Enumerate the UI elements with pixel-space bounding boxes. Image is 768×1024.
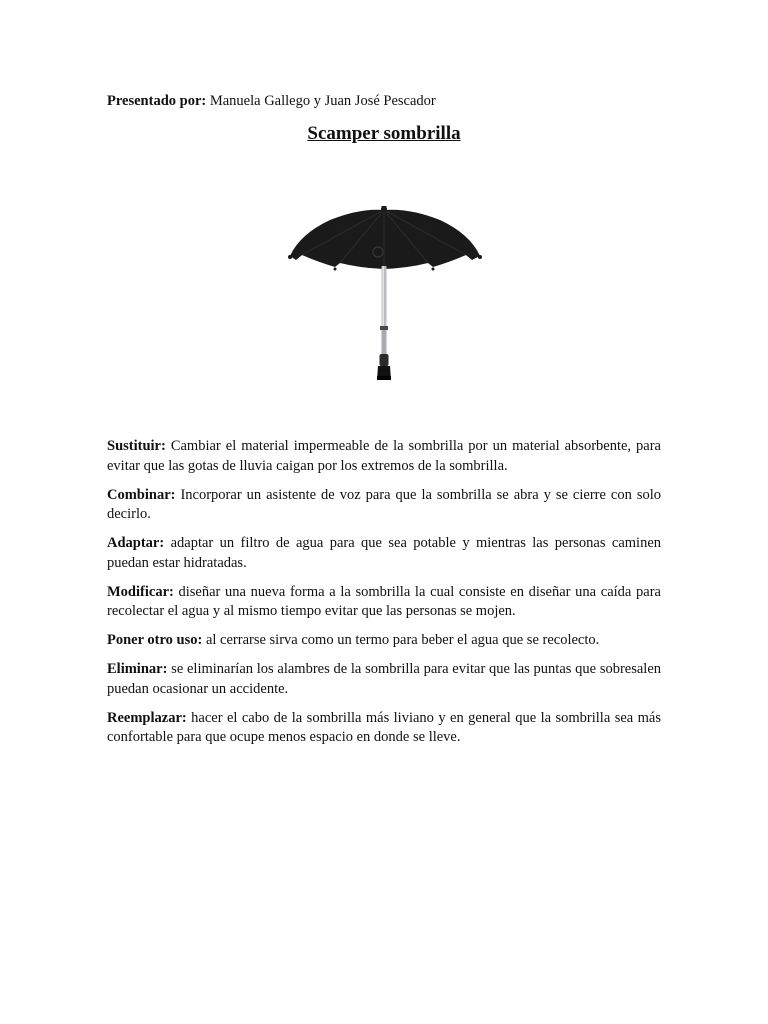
section-text: al cerrarse sirva como un termo para beber el agua que se recolecto. — [205, 632, 600, 648]
section-eliminar — [107, 660, 661, 699]
presenter-line — [107, 92, 436, 110]
section-term: Adaptar: — [107, 535, 165, 551]
section-text: se eliminarían los alambres de la sombrilla para evitar que las puntas que sobresalen puedan ocasionar un accidente. — [107, 661, 662, 697]
section-adaptar — [107, 534, 661, 573]
page-title: Scamper sombrilla — [307, 123, 461, 144]
section-term: Combinar: — [107, 486, 176, 503]
section-modificar — [107, 583, 661, 622]
presenter-label: Presentado por: — [107, 93, 207, 109]
section-term: Reemplazar: — [107, 709, 187, 726]
section-term: Poner otro uso: — [107, 632, 203, 648]
section-text: Cambiar el material impermeable de la sombrilla por un material absorbente, para evitar que las gotas de lluvia caigan por los extremos de la sombrilla. — [107, 438, 661, 474]
section-combinar — [107, 486, 661, 525]
scamper-sections — [107, 437, 661, 757]
section-text: adaptar un filtro de agua para que sea potable y mientras las personas caminen puedan estar hidratadas. — [107, 535, 662, 571]
section-text: diseñar una nueva forma a la sombrilla la cual consiste en diseñar una caída para recolectar el agua y al mismo tiempo evitar que las personas se mojen. — [107, 583, 661, 619]
section-text: hacer el cabo de la sombrilla más liviano y en general que la sombrilla sea más confortable para que ocupe menos espacio en donde se lleve. — [107, 709, 662, 745]
section-term: Sustituir: — [107, 438, 166, 454]
section-sustituir — [107, 437, 661, 476]
section-term: Modificar: — [107, 583, 174, 600]
section-poner-otro-uso — [107, 631, 661, 651]
section-text: Incorporar un asistente de voz para que la sombrilla se abra y se cierre con solo decirlo. — [107, 486, 661, 522]
umbrella-image — [280, 178, 490, 400]
section-reemplazar — [107, 709, 661, 748]
section-term: Eliminar: — [107, 661, 168, 677]
presenter-names: Manuela Gallego y Juan José Pescador — [209, 93, 436, 109]
umbrella-icon — [280, 178, 490, 400]
